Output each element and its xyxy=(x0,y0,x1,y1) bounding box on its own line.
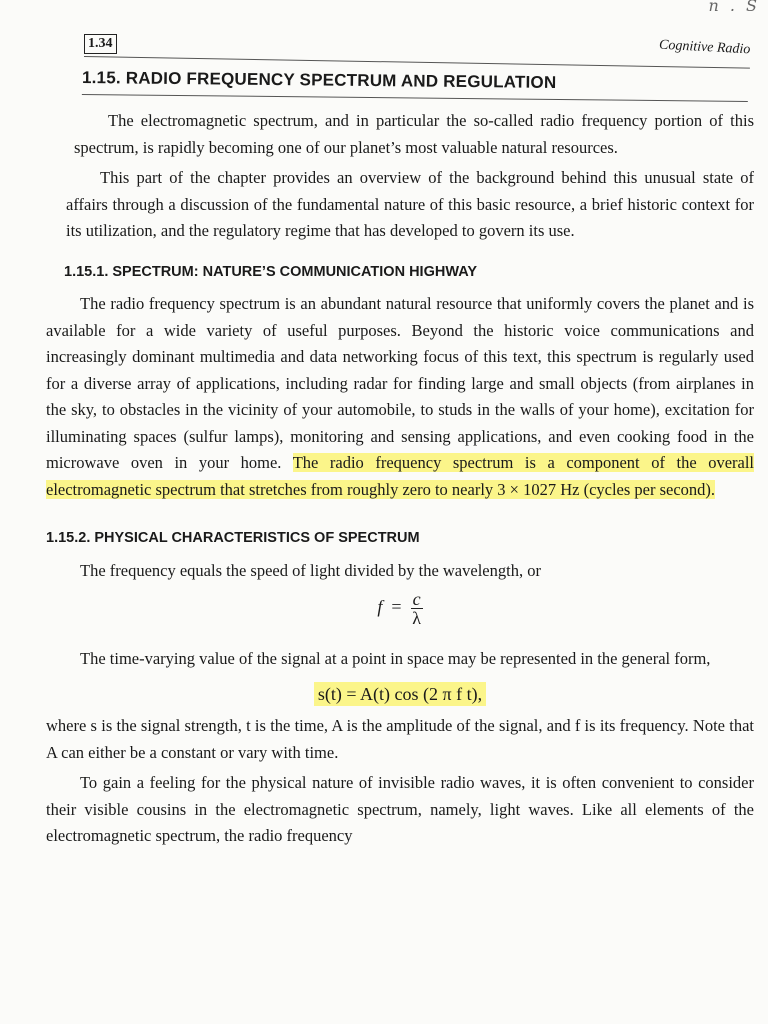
paragraph-overview: This part of the chapter provides an overview of the background behind this unusual state of affairs through a discussion of the fundamental nature of this basic resource, a brief historic context for its utilization, and the regulatory regime that has developed to govern its use. xyxy=(66,168,754,240)
page-header xyxy=(84,34,750,62)
formula-denominator: λ xyxy=(412,608,421,628)
page-number: 1.34 xyxy=(84,34,117,54)
frequency-formula xyxy=(46,590,754,636)
formula-lhs: f xyxy=(377,596,383,617)
formula-equals: = xyxy=(391,596,402,617)
subsection-heading-2: 1.15.2. PHYSICAL CHARACTERISTICS OF SPECTRUM xyxy=(46,530,420,546)
section-title-text: 1.15. RADIO FREQUENCY SPECTRUM AND REGULATION xyxy=(81,68,557,92)
handwritten-scribble: n . S xyxy=(708,0,760,15)
signal-formula xyxy=(46,681,754,708)
paragraph-frequency-intro: The frequency equals the speed of light divided by the wavelength, or xyxy=(80,560,541,580)
running-head: Cognitive Radio xyxy=(658,37,751,58)
paragraph-where: where s is the signal strength, t is the time, A is the amplitude of the signal, and f is its frequency. Note that A can either be a constant or vary with time. xyxy=(46,716,754,762)
highlighted-text: The radio frequency spectrum is a component of the overall electromagnetic spectrum that stretches from roughly zero to nearly 3 × 1027 Hz (cycles per second). xyxy=(46,453,755,499)
paragraph-intro: The electromagnetic spectrum, and in particular the so-called radio frequency portion of this spectrum, is rapidly becoming one of our planet’s most valuable natural resources. xyxy=(74,111,754,157)
subsection-heading-1: 1.15.1. SPECTRUM: NATURE’S COMMUNICATION HIGHWAY xyxy=(64,263,478,280)
paragraph-signal: The time-varying value of the signal at a point in space may be represented in the general form, xyxy=(80,649,711,668)
signal-formula-text: s(t) = A(t) cos (2 π f t), xyxy=(314,682,486,706)
page-body xyxy=(46,108,754,854)
paragraph-spectrum-highway xyxy=(46,291,754,503)
formula-fraction xyxy=(411,590,423,627)
paragraph-closing: To gain a feeling for the physical nature of invisible radio waves, it is often convenient to consider their visible cousins in the electromagnetic spectrum, namely, light waves. Like all elements of the electromagnetic spectrum, the radio frequency xyxy=(46,773,754,845)
formula-numerator: c xyxy=(412,589,421,609)
spectrum-text: The radio frequency spectrum is an abundant natural resource that uniformly covers the planet and is available for a wide variety of useful purposes. Beyond the historic voice communications and increasingly dominant multimedia and data networking focus of this text, this spectrum is regularly used for a diverse array of applications, including radar for finding large and small objects (from airplanes in the sky, to obstacles in the vicinity of your automobile, to studs in the walls of your home), excitation for illuminating spaces (sulfur lamps), monitoring and sensing applications, and even cooking food in the microwave oven in your home. xyxy=(46,294,754,472)
section-heading xyxy=(82,68,748,102)
header-rule xyxy=(84,56,750,69)
section-rule xyxy=(82,94,748,102)
